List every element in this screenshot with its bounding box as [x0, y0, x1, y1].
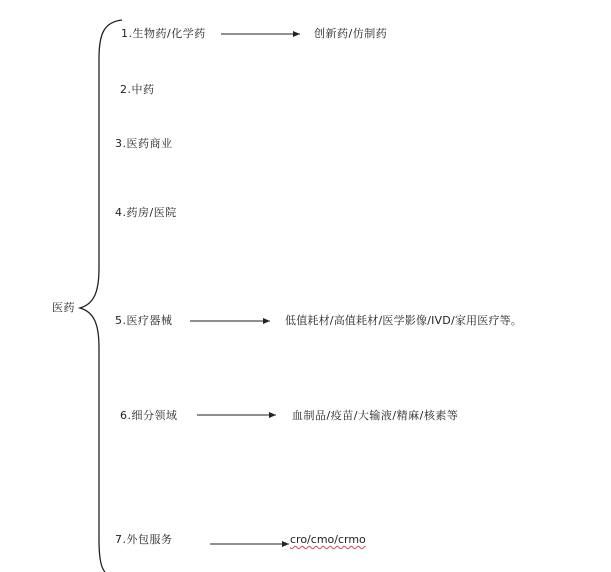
branch-6-detail: 血制品/疫苗/大输液/精麻/核素等 — [292, 409, 459, 422]
branch-7-detail: cro/cmo/crmo — [290, 533, 366, 546]
branch-2-label: 2.中药 — [120, 83, 155, 96]
branch-1-label: 1.生物药/化学药 — [121, 27, 206, 40]
branch-4-label: 4.药房/医院 — [115, 206, 177, 219]
root-node-label: 医药 — [52, 301, 75, 314]
branch-3-label: 3.医药商业 — [115, 137, 173, 150]
branch-5-label: 5.医疗器械 — [115, 314, 173, 327]
branch-1-detail: 创新药/仿制药 — [314, 27, 388, 40]
branch-5-detail: 低值耗材/高值耗材/医学影像/IVD/家用医疗等。 — [285, 314, 523, 327]
curly-brace — [80, 20, 122, 572]
branch-7-label: 7.外包服务 — [115, 533, 173, 546]
branch-6-label: 6.细分领域 — [120, 409, 178, 422]
